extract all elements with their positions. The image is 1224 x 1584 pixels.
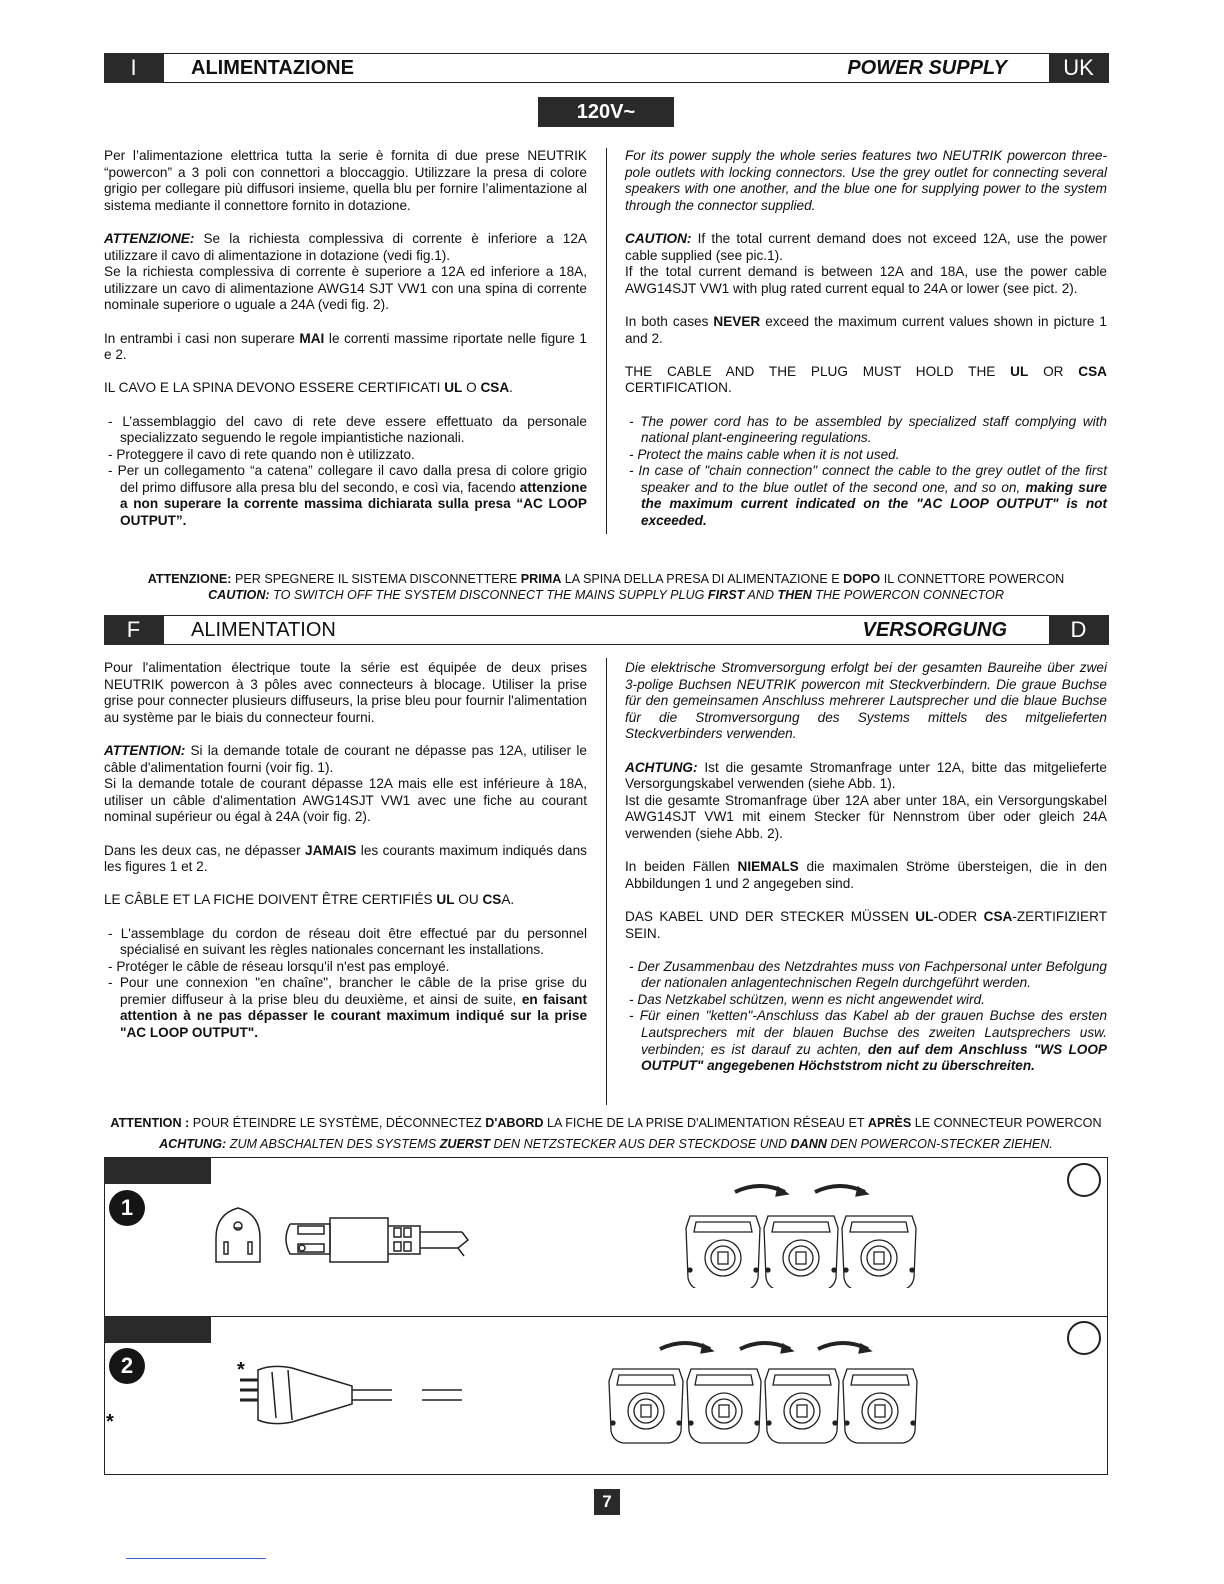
paragraph: THE CABLE AND THE PLUG MUST HOLD THE UL OR CSA CERTIFICATION. xyxy=(625,363,1107,396)
switch-off-note-de: ACHTUNG: ZUM ABSCHALTEN DES SYSTEMS ZUERST DEN NETZSTECKER AUS DER STECKDOSE UND DANN DEN POWERCON-STECKER ZIEHEN. xyxy=(159,1137,1053,1151)
list-item: - Pour une connexion "en chaîne", brancher le câble de la prise grise du premier diffuseur à la prise bleu du deuxième, et ainsi de suite, en faisant attention à ne pas dépasser le courant maximum indiqué sur la prise "AC LOOP OUTPUT". xyxy=(104,975,587,1041)
section-header-it-uk xyxy=(104,53,1108,83)
paragraph: For its power supply the whole series features two NEUTRIK powercon three-pole outlets with locking connectors. Use the grey outlet for connecting several speakers with one another, and the blue one for supplying power to the system through the connector supplied. xyxy=(625,148,1107,213)
power-plug-icon xyxy=(210,1200,480,1275)
paragraph: Dans les deux cas, ne dépasser JAMAIS les courants maximum indiqués dans les figures 1 et 2. xyxy=(104,842,587,875)
section-title-uk: POWER SUPPLY xyxy=(847,57,1007,79)
column-divider xyxy=(606,658,607,1105)
paragraph: In both cases NEVER exceed the maximum current values shown in picture 1 and 2. xyxy=(625,313,1107,346)
bullet-list xyxy=(625,414,1107,530)
switch-off-note-it: ATTENZIONE: PER SPEGNERE IL SISTEMA DISCONNETTERE PRIMA LA SPINA DELLA PRESA DI ALIMENTAZIONE E DOPO IL CONNETTORE POWERCON xyxy=(147,572,1065,586)
paragraph: LE CÂBLE ET LA FICHE DOIVENT ÊTRE CERTIFIÉS UL OU CSA. xyxy=(104,892,515,908)
switch-off-note-uk: CAUTION: TO SWITCH OFF THE SYSTEM DISCONNECT THE MAINS SUPPLY PLUG FIRST AND THEN THE POWERCON CONNECTOR xyxy=(208,588,1004,602)
paragraph: In entrambi i casi non superare MAI le correnti massime riportate nelle figure 1 e 2. xyxy=(104,330,587,363)
list-item: - Protect the mains cable when it is not used. xyxy=(625,447,1107,464)
lang-tag-de: D xyxy=(1049,615,1109,645)
text-column-fr xyxy=(104,660,587,1042)
lang-tag-it: I xyxy=(104,53,164,83)
section-title-it: ALIMENTAZIONE xyxy=(191,57,354,79)
asterisk-note: * xyxy=(237,1359,245,1381)
empty-circle-marker xyxy=(1067,1321,1101,1355)
speaker-chain-diagram-4 xyxy=(605,1335,925,1445)
section-title-fr: ALIMENTATION xyxy=(191,619,336,641)
attention-paragraph: ACHTUNG: Ist die gesamte Stromanfrage unter 12A, bitte das mitgelieferte Versorgungskabel verwenden (siehe Abb. 1). Ist die gesamte Stromanfrage über 12A aber unter 18A, ein Versorgungskabel AWG14SJT VW1 mit einem Stecker für Nennstrom über oder gleich 24A verwenden (siehe Abb. 2). xyxy=(625,759,1107,841)
paragraph: In beiden Fällen NIEMALS die maximalen Ströme übersteigen, die in den Abbildungen 1 und 2 angegeben sind. xyxy=(625,859,1108,891)
figure-1-tab xyxy=(104,1158,211,1184)
figure-2-number: 2 xyxy=(109,1348,145,1384)
figure-2-tab xyxy=(104,1317,211,1343)
speaker-chain-diagram-3 xyxy=(680,1178,920,1288)
list-item: - In case of "chain connection" connect the cable to the grey outlet of the first speaker and to the blue outlet of the second one, and so on, making sure the maximum current indicated on the "AC LOOP OUTPUT" is not exceeded. xyxy=(625,463,1107,529)
figure-divider xyxy=(104,1316,1108,1317)
list-item: - Für einen "ketten"-Anschluss das Kabel ab der grauen Buchse des ersten Lautsprechers mit der blauen Buchse des zweiten Lautsprechers usw. verbinden; es ist darauf zu achten, den auf dem Anschluss "WS LOOP OUTPUT" angegebenen Höchststrom nicht zu überschreiten. xyxy=(625,1008,1107,1074)
lang-tag-uk: UK xyxy=(1049,53,1109,83)
caution-paragraph: CAUTION: If the total current demand does not exceed 12A, use the power cable supplied (see pic.1). If the total current demand is between 12A and 18A, use the power cable AWG14SJT VW1 with plug rated current equal to 24A or lower (see pict. 2). xyxy=(625,230,1107,296)
asterisk-note: * xyxy=(106,1411,114,1433)
empty-circle-marker xyxy=(1067,1163,1101,1197)
bullet-list xyxy=(104,926,587,1042)
column-divider xyxy=(606,148,607,534)
list-item: - Der Zusammenbau des Netzdrahtes muss von Fachpersonal unter Befolgung der nationalen anlagentechnischen Regeln durchgeführt werden. xyxy=(625,959,1107,992)
figure-1-number: 1 xyxy=(109,1190,145,1226)
page-number: 7 xyxy=(594,1489,620,1515)
attention-paragraph: ATTENZIONE: Se la richiesta complessiva di corrente è inferiore a 12A utilizzare il cavo di alimentazione in dotazione (vedi fig.1). Se la richiesta complessiva di corrente è superiore a 12A ed inferiore a 18A, utilizzare un cavo di alimentazione AWG14 SJT VW1 con una spina di corrente nominale superiore o uguale a 24A (vedi fig. 2). xyxy=(104,230,587,313)
text-column-it xyxy=(104,148,587,530)
paragraph: DAS KABEL UND DER STECKER MÜSSEN UL-ODER CSA-ZERTIFIZIERT SEIN. xyxy=(625,908,1107,941)
text-column-uk xyxy=(625,148,1107,530)
voltage-badge: 120V~ xyxy=(538,97,674,127)
list-item: - Proteggere il cavo di rete quando non è utilizzato. xyxy=(104,447,587,464)
text-column-de xyxy=(625,660,1107,1075)
paragraph: Die elektrische Stromversorgung erfolgt bei der gesamten Baureihe über zwei 3-polige Buchsen NEUTRIK powercon mit Steckverbindern. Die graue Buchse für den gemeinsamen Anschluss mehrerer Lautsprecher und die blaue Buchse für die Stromversorgung des Systems mittels des mitgelieferten Steckverbinders verwenden. xyxy=(625,660,1107,742)
paragraph: Pour l'alimentation électrique toute la série est équipée de deux prises NEUTRIK powercon à 3 pôles avec connecteurs à blocage. Utiliser la prise grise pour connecter plusieurs diffuseurs, la prise bleu pour fournir l'alimentation au système par le biais du connecteur fourni. xyxy=(104,660,587,725)
list-item: - Per un collegamento “a catena” collegare il cavo dalla presa di colore grigio del primo diffusore alla presa blu del secondo, e così via, facendo attenzione a non superare la corrente massima dichiarata sulla presa “AC LOOP OUTPUT”. xyxy=(104,463,587,529)
heavy-duty-plug-icon xyxy=(232,1360,472,1430)
bullet-list xyxy=(625,959,1107,1075)
list-item: - Protéger le câble de réseau lorsqu'il n'est pas employé. xyxy=(104,959,587,976)
attention-paragraph: ATTENTION: Si la demande totale de courant ne dépasse pas 12A, utiliser le câble d'alimentation fourni (voir fig. 1). Si la demande totale de courant dépasse 12A mais elle est inférieure à 18A, utiliser un câble d'alimentation AWG14SJT VW1 avec une fiche au courant nominal supérieur ou égal à 24A (voir fig. 2). xyxy=(104,742,587,825)
footer-rule xyxy=(126,1558,266,1559)
lang-tag-fr: F xyxy=(104,615,164,645)
section-header-fr-de xyxy=(104,615,1108,645)
bullet-list xyxy=(104,414,587,530)
list-item: - Das Netzkabel schützen, wenn es nicht angewendet wird. xyxy=(625,992,1107,1009)
switch-off-note-fr: ATTENTION : POUR ÉTEINDRE LE SYSTÈME, DÉCONNECTEZ D'ABORD LA FICHE DE LA PRISE D'ALIMENTATION RÉSEAU ET APRÈS LE CONNECTEUR POWERCON xyxy=(110,1116,1102,1130)
list-item: - The power cord has to be assembled by specialized staff complying with national plant-engineering regulations. xyxy=(625,414,1107,447)
paragraph: IL CAVO E LA SPINA DEVONO ESSERE CERTIFICATI UL O CSA. xyxy=(104,380,513,396)
section-title-de: VERSORGUNG xyxy=(862,619,1007,641)
list-item: - L'assemblage du cordon de réseau doit être effectué par du personnel spécialisé en suivant les règles nationales concernant les installations. xyxy=(104,926,587,959)
paragraph: Per l’alimentazione elettrica tutta la serie è fornita di due prese NEUTRIK “powercon” a 3 poli con connettori a bloccaggio. Utilizzare la presa di colore grigio per collegare più diffusori insieme, quella blu per fornire l’alimentazione al sistema mediante il connettore fornito in dotazione. xyxy=(104,148,587,213)
list-item: - L’assemblaggio del cavo di rete deve essere effettuato da personale specializzato seguendo le regole impiantistiche nazionali. xyxy=(104,414,587,447)
